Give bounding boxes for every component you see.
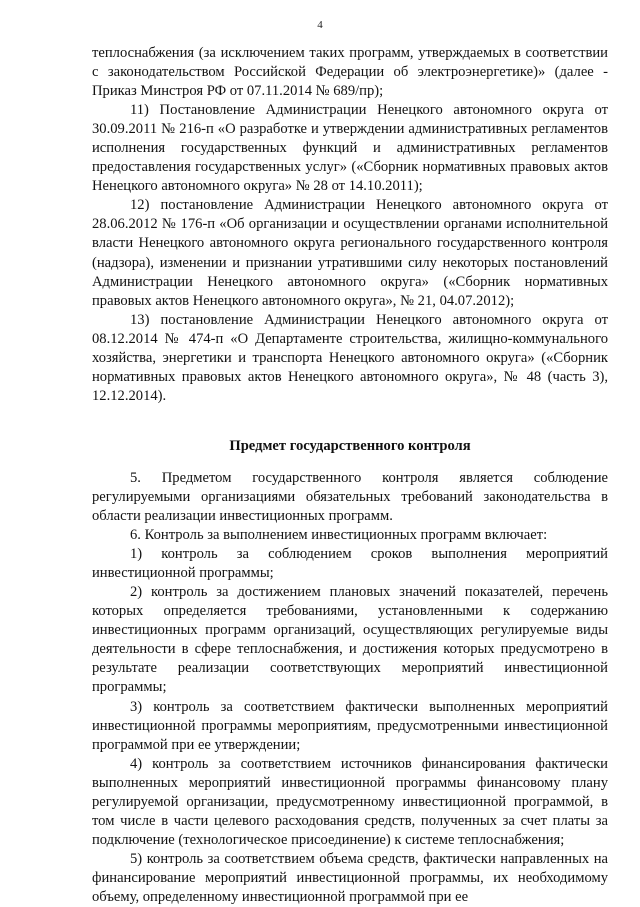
subclause-1: 1) контроль за соблюдением сроков выполнения мероприятий инвестиционной программы;	[92, 546, 608, 582]
subclause-5: 5) контроль за соответствием объема средств, фактически направленных на финансирование мероприятий инвестиционной программы, их необходимому объему, определенному инвестиционной программой при ее	[92, 850, 608, 905]
clause-6: 6. Контроль за выполнением инвестиционных программ включает:	[130, 527, 548, 544]
section-heading: Предмет государственного контроля	[229, 437, 471, 454]
list-item-12: 12) постановление Администрации Ненецкого автономного округа от 28.06.2012 № 176-п «Об организации и осуществлении органами исполнительной власти Ненецкого автономного округа регионального государственного контроля (надзора), изменении и признании утратившими силу некоторых постановлений Администрации Ненецкого автономного округа» («Сборник нормативных правовых актов Ненецкого автономного округа», № 21, 04.07.2012);	[92, 197, 608, 309]
subclause-3: 3) контроль за соответствием фактически выполненных мероприятий инвестиционной программы мероприятиям, предусмотренными инвестиционной программой при ее утверждении;	[92, 698, 608, 753]
list-item-11: 11) Постановление Администрации Ненецкого автономного округа от 30.09.2011 № 216-п «О разработке и утверждении административных регламентов исполнения государственных функций и административных регламентов предоставления государственных услуг» («Сборник нормативных правовых актов Ненецкого автономного округа» № 28 от 14.10.2011);	[92, 102, 608, 195]
clause-5: 5. Предметом государственного контроля является соблюдение регулируемыми организациями обязательных требований законодательства в области реализации инвестиционных программ.	[92, 469, 608, 525]
list-item-13: 13) постановление Администрации Ненецкого автономного округа от 08.12.2014 № 474-п «О Департаменте строительства, жилищно-коммунального хозяйства, энергетики и транспорта Ненецкого автономного округа» («Сборник нормативных правовых актов Ненецкого автономного округа», № 48 (часть 3), 12.12.2014).	[92, 311, 608, 404]
subclause-2: 2) контроль за достижением плановых значений показателей, перечень которых определяется требованиями, установленными к содержанию инвестиционных программ организаций, осуществляющих регулируемые виды деятельности в сфере теплоснабжения, и достижения которых предусмотрено в результате реализации соответствующих мероприятий инвестиционной программы;	[92, 584, 608, 696]
document-body	[92, 44, 608, 907]
subclause-4: 4) контроль за соответствием источников финансирования фактически выполненных мероприятий инвестиционной программы финансовому плану регулируемой организации, предусмотренному инвестиционной программой, в том числе в части целевого расходования средств, полученных за счет платы за подключение (технологическое присоединение) к системе теплоснабжения;	[92, 755, 608, 848]
page-number: 4	[317, 19, 323, 31]
paragraph-continuation: теплоснабжения (за исключением таких программ, утверждаемых в соответствии с законодательством Российской Федерации об электроэнергетике)» (далее - Приказ Минстроя РФ от 07.11.2014 № 689/пр);	[92, 45, 608, 100]
